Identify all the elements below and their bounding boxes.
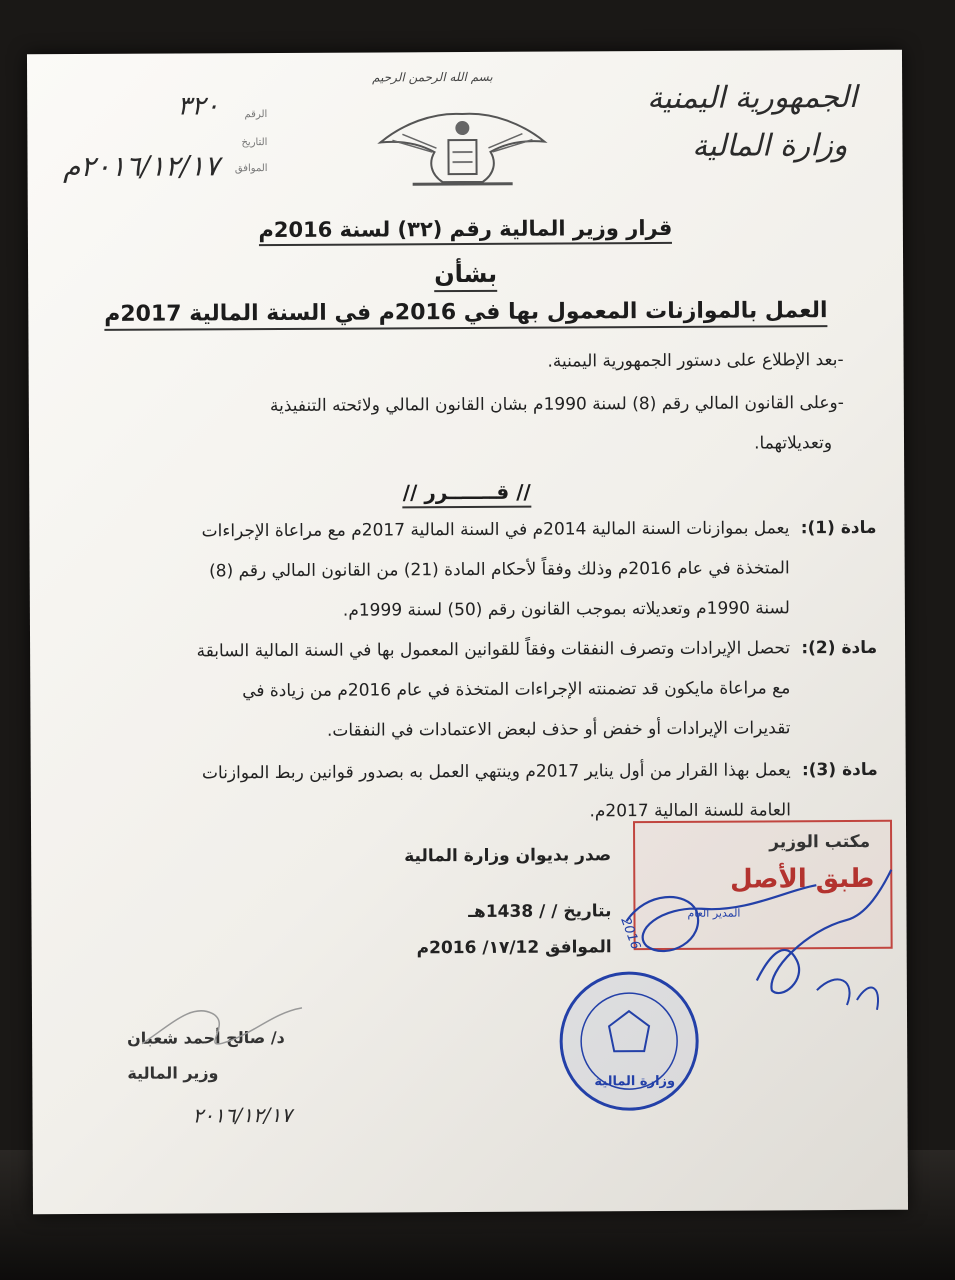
article-2-line-3: تقديرات الإيرادات أو خفض أو حذف لبعض الاعتمادات في النفقات.	[326, 718, 791, 741]
preamble-line-2: -وعلى القانون المالي رقم (8) لسنة 1990م بشان القانون المالي ولائحته التنفيذية	[269, 393, 844, 417]
ministry-name: وزارة المالية	[692, 128, 848, 164]
decision-title-line1: قرار وزير المالية رقم (٣٢) لسنة 2016م	[258, 216, 672, 246]
ref-gregorian-label: الموافق	[234, 163, 268, 175]
stamp-office: مكتب الوزير	[769, 831, 871, 853]
republic-name: الجمهورية اليمنية	[647, 79, 858, 117]
article-2-label: مادة (2):	[801, 637, 878, 659]
article-2-line-1: تحصل الإيرادات وتصرف النفقات وفقاً للقوانين المعمول بها في السنة المالية السابقة	[196, 638, 791, 662]
reference-block	[57, 91, 268, 202]
basmala: بسم الله الرحمن الرحيم	[372, 69, 493, 85]
signatory-handwritten-date: ٢٠١٦/١٢/١٧	[192, 1102, 293, 1128]
preamble-line-1: -بعد الإطلاع على دستور الجمهورية اليمنية.	[547, 350, 844, 372]
article-1-line-2: المتخذة في عام 2016م وذلك وفقاً لأحكام المادة (21) من القانون المالي رقم (8)	[209, 558, 790, 582]
issued-hijri-date: بتاريخ / / 1438هـ	[468, 901, 612, 922]
article-3-label: مادة (3):	[801, 759, 878, 781]
ministry-round-stamp	[554, 915, 705, 1117]
article-1-line-3: لسنة 1990م وتعديلاته بموجب القانون رقم (50) لسنة 1999م.	[342, 598, 790, 621]
minister-signature-icon	[122, 993, 322, 1064]
article-1-line-1: يعمل بموازنات السنة المالية 2014م في السنة المالية 2017م مع مراعاة الإجراءات	[201, 518, 790, 542]
article-1-label: مادة (1):	[800, 517, 877, 539]
round-stamp-year: 2016	[617, 915, 643, 952]
ref-number-label: الرقم	[244, 109, 268, 121]
signatory-title: وزير المالية	[127, 1063, 219, 1083]
subject-heading: بشأن	[28, 258, 903, 291]
preamble-line-3: وتعديلاتهما.	[754, 433, 833, 454]
subject-title: العمل بالموازنات المعمول بها في 2016م في السنة المالية 2017م	[28, 298, 903, 328]
signatory-name: د/ صالح أحمد شعبان	[127, 1027, 285, 1048]
state-emblem-icon	[372, 104, 552, 191]
round-stamp-text: وزارة المالية	[594, 1073, 676, 1090]
issued-line: صدر بديوان وزارة المالية	[404, 845, 612, 867]
stamp-sub: المدير العام	[687, 906, 741, 920]
ref-number: ٣٢٠	[177, 91, 220, 122]
decision-heading: // قـــــــرر //	[29, 478, 904, 507]
article-3-line-2: العامة للسنة المالية 2017م.	[589, 800, 791, 822]
article-2-line-2: مع مراعاة مايكون قد تضمنته الإجراءات المتخذة في عام 2016م من زيادة في	[242, 678, 791, 702]
ref-date-label: التاريخ	[241, 137, 268, 149]
document-page	[27, 50, 908, 1215]
stamp-text: طبق الأصل	[730, 863, 875, 895]
article-3-line-1: يعمل بهذا القرار من أول يناير 2017م وينتهي العمل به بصدور قوانين ربط الموازنات	[201, 760, 791, 784]
decision-title	[28, 215, 903, 244]
issued-gregorian-date: الموافق ١٧/12/ 2016م	[416, 937, 612, 959]
ref-date: ٢٠١٦/١٢/١٧م	[62, 149, 220, 184]
